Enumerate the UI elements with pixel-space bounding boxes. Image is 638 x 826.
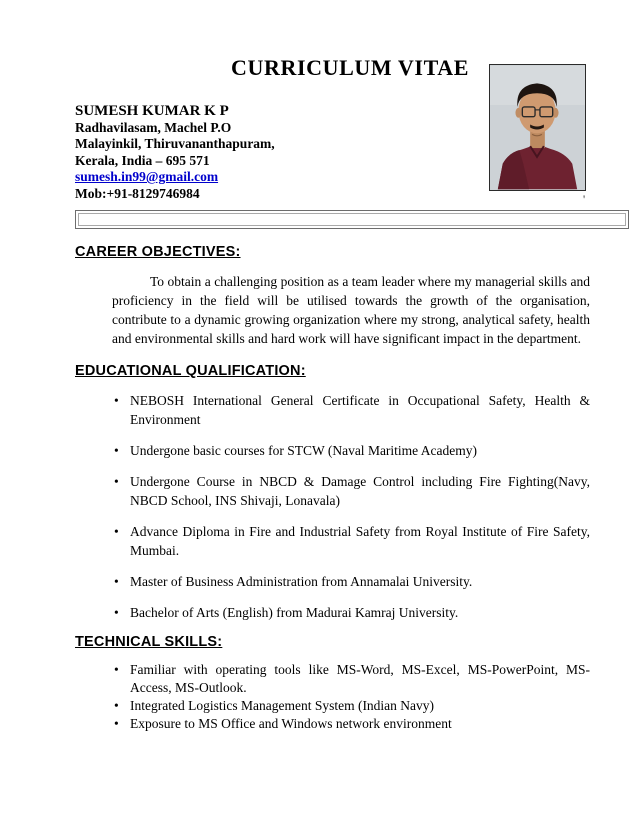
list-item-text: Familiar with operating tools like MS-Word, MS-Excel, MS-PowerPoint, MS-Access, MS-Outlook. [130, 662, 590, 695]
bullet-icon: • [114, 716, 119, 731]
stray-mark: ' [583, 192, 586, 206]
bullet-icon: • [114, 698, 119, 713]
list-item [112, 522, 590, 560]
list-item [112, 441, 590, 460]
section-heading-educational-qualification: EDUCATIONAL QUALIFICATION: [75, 363, 306, 379]
address-line-2: Malayinkil, Thiruvananthapuram, [75, 136, 275, 152]
mobile-number: Mob:+91-8129746984 [75, 185, 200, 201]
bullet-icon: • [114, 524, 119, 539]
list-item-text: NEBOSH International General Certificate in Occupational Safety, Health & Environment [130, 393, 590, 427]
list-item [112, 661, 590, 697]
candidate-name: SUMESH KUMAR K P [75, 103, 229, 119]
bullet-icon: • [114, 393, 119, 408]
list-item [112, 715, 590, 733]
list-item [112, 603, 590, 622]
list-item [112, 391, 590, 429]
cv-body [75, 243, 590, 733]
bullet-icon: • [114, 474, 119, 489]
list-item-text: Exposure to MS Office and Windows network environment [130, 716, 452, 731]
empty-text-box-inner [78, 213, 626, 226]
email-link[interactable]: sumesh.in99@gmail.com [75, 169, 219, 185]
section-heading-career-objectives: CAREER OBJECTIVES: [75, 244, 241, 260]
list-item [112, 572, 590, 591]
list-item-text: Master of Business Administration from Annamalai University. [130, 574, 473, 589]
career-objective-text: To obtain a challenging position as a team leader where my managerial skills and proficiency in the field will be utilised towards the growth of the organisation, contribute to a dynamic growing organization where my strong, analytical safety, health and environmental skills and hard work will have significant impact in the department. [112, 274, 590, 346]
list-item-text: Integrated Logistics Management System (Indian Navy) [130, 698, 435, 713]
list-item-text: Undergone Course in NBCD & Damage Control including Fire Fighting(Navy, NBCD School, INS Shivaji, Lonavala) [130, 474, 590, 508]
bullet-icon: • [114, 443, 119, 458]
section-heading-technical-skills: TECHNICAL SKILLS: [75, 634, 223, 650]
list-item-text: Bachelor of Arts (English) from Madurai Kamraj University. [130, 605, 459, 620]
list-item [112, 472, 590, 510]
document-title: CURRICULUM VITAE [231, 55, 469, 80]
address-line-1: Radhavilasam, Machel P.O [75, 120, 232, 135]
bullet-icon: • [114, 605, 119, 620]
education-list [112, 391, 590, 622]
empty-text-box [75, 210, 629, 229]
candidate-photo [489, 64, 586, 191]
list-item-text: Advance Diploma in Fire and Industrial Safety from Royal Institute of Fire Safety, Mumbai. [130, 524, 590, 558]
portrait-image [490, 65, 585, 190]
bullet-icon: • [114, 662, 119, 677]
list-item-text: Undergone basic courses for STCW (Naval Maritime Academy) [130, 443, 478, 458]
address-line-3: Kerala, India – 695 571 [75, 152, 210, 168]
technical-skills-list [112, 661, 590, 733]
list-item [112, 697, 590, 715]
contact-block [75, 103, 275, 202]
bullet-icon: • [114, 574, 119, 589]
